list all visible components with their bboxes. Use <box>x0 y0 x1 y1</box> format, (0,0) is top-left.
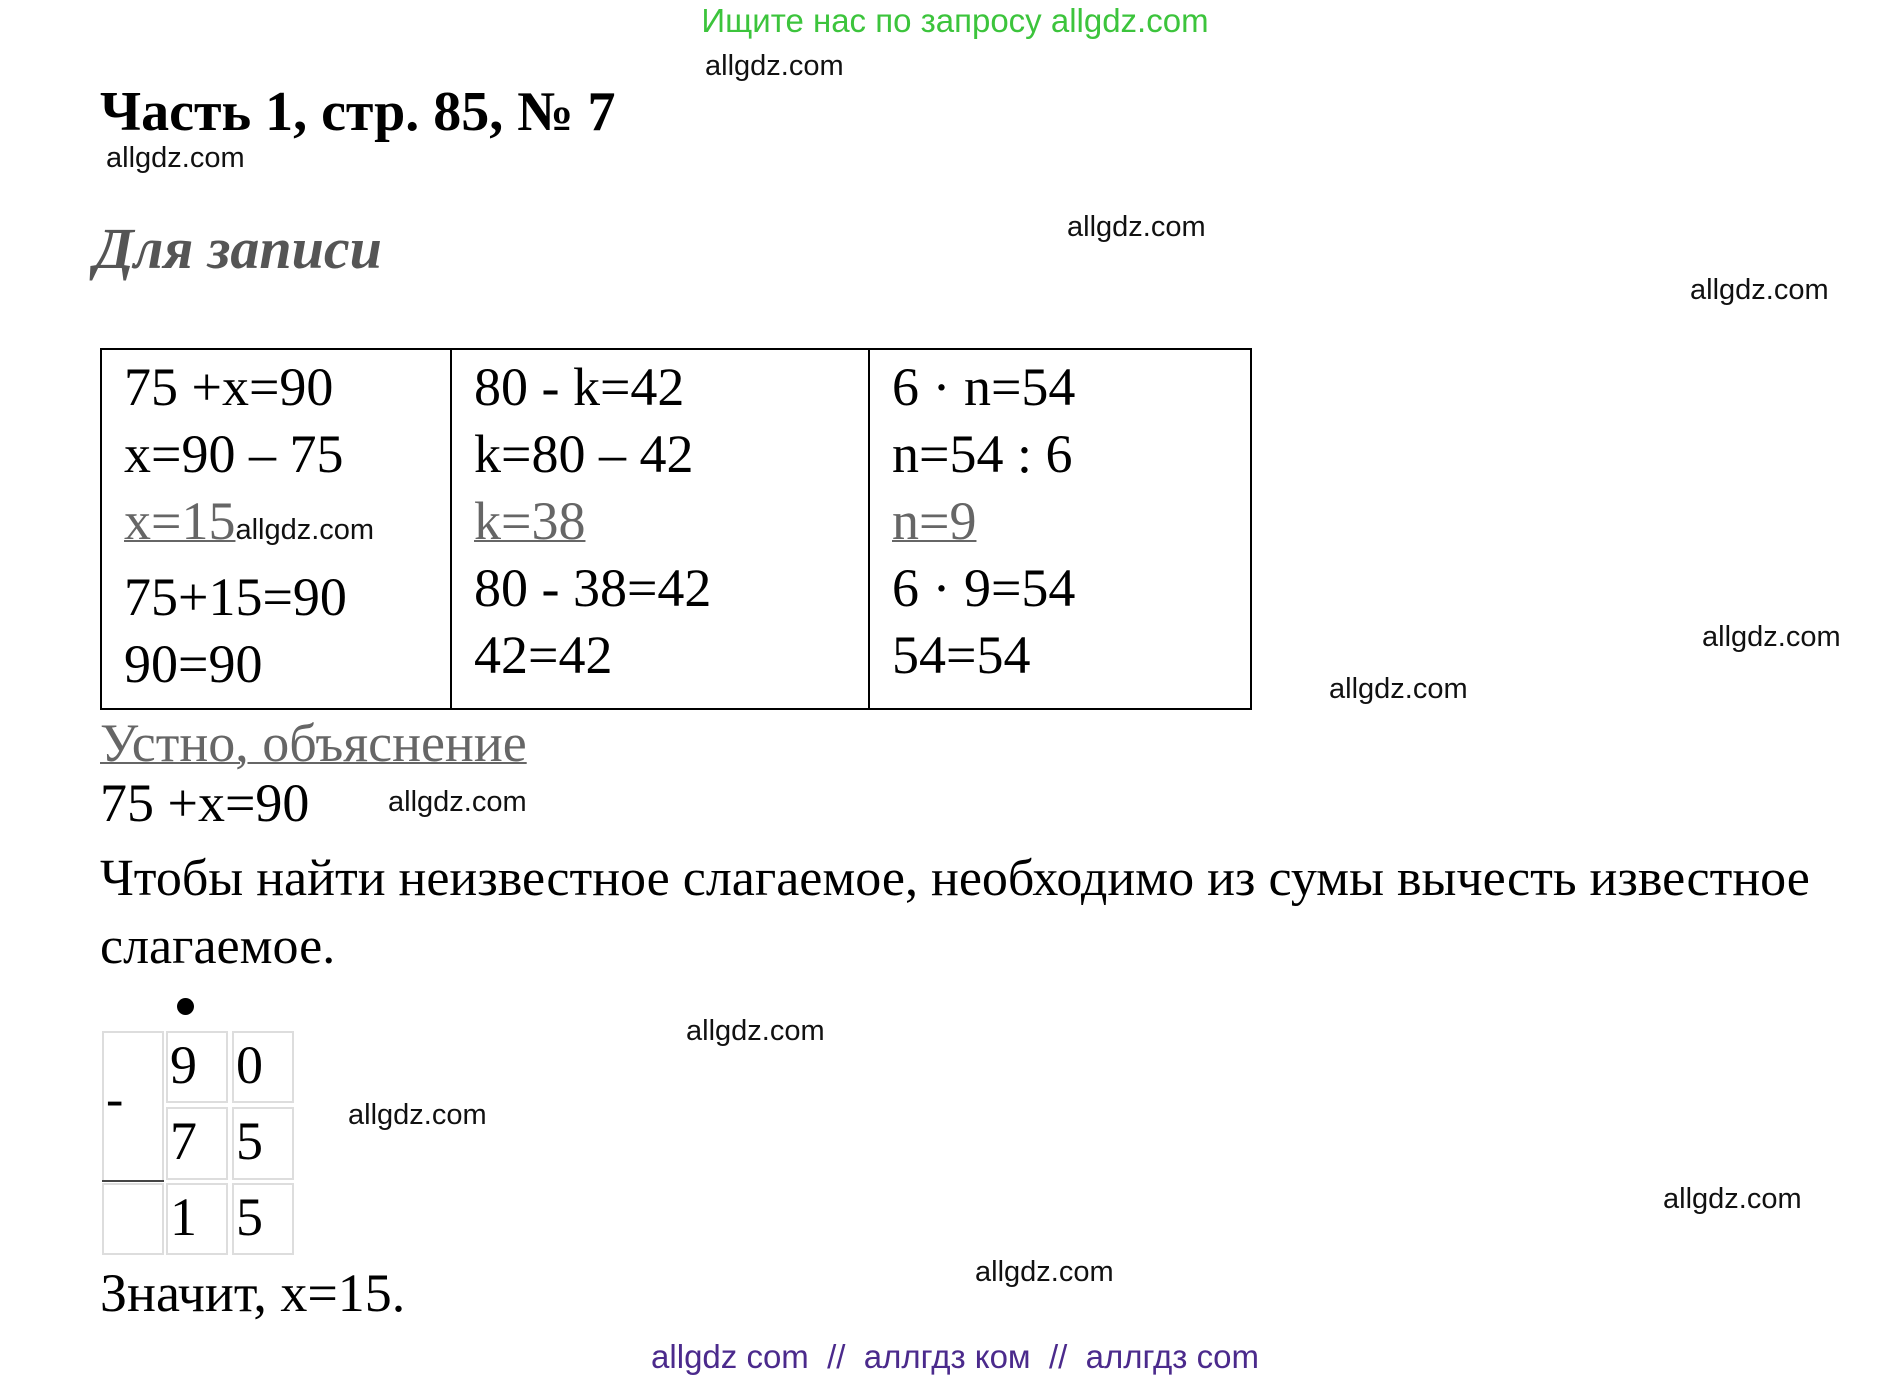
minus-sign: - <box>106 1071 124 1128</box>
watermark: allgdz.com <box>1329 673 1468 705</box>
digit-cell: 1 <box>166 1183 228 1255</box>
digit-cell: 5 <box>232 1107 294 1180</box>
equation-cell <box>869 349 1251 709</box>
watermark: allgdz.com <box>1690 274 1829 306</box>
oral-heading: Устно, объяснение <box>100 713 527 773</box>
watermark: allgdz.com <box>705 50 844 82</box>
footer-links: allgdz com // аллгдз ком // аллгдз com <box>651 1338 1259 1375</box>
digit-cell: 7 <box>166 1107 228 1180</box>
equation-line: k=80 – 42 <box>474 424 694 484</box>
watermark: allgdz.com <box>1702 621 1841 653</box>
equation-line: 6 · n=54 <box>892 357 1076 417</box>
empty-cell <box>102 1183 164 1255</box>
result-line <box>102 1180 164 1182</box>
watermark: allgdz.com <box>686 1015 825 1047</box>
equation-line: 54=54 <box>892 625 1031 685</box>
conclusion: Значит, x=15. <box>100 1263 406 1323</box>
equation-line: 42=42 <box>474 625 613 685</box>
equation-line: 75+15=90 <box>124 567 347 627</box>
equation-line: 80 - 38=42 <box>474 558 712 618</box>
equation-line: 80 - k=42 <box>474 357 685 417</box>
equation-cell <box>451 349 869 709</box>
page-title: Часть 1, стр. 85, № 7 <box>100 81 616 143</box>
watermark: allgdz.com <box>348 1099 487 1131</box>
explanation: Чтобы найти неизвестное слагаемое, необходимо из сумы вычесть известное слагаемое. <box>100 850 1810 975</box>
watermark: allgdz.com <box>106 142 245 174</box>
section-heading: Для записи <box>94 216 382 281</box>
equation-line: 6 · 9=54 <box>892 558 1076 618</box>
answer-line: n=9 <box>892 491 977 551</box>
digit-cell: 5 <box>232 1183 294 1255</box>
promo-banner: Ищите нас по запросу allgdz.com <box>701 2 1209 39</box>
answer-line: k=38 <box>474 491 586 551</box>
digit-cell: 0 <box>232 1031 294 1103</box>
answer-line: x=15 <box>124 491 236 551</box>
watermark: allgdz.com <box>388 786 527 818</box>
equation-line: x=90 – 75 <box>124 424 344 484</box>
equation: 75 +x=90 <box>100 773 310 833</box>
watermark: allgdz.com <box>235 514 375 546</box>
equation-line: n=54 : 6 <box>892 424 1073 484</box>
watermark: allgdz.com <box>975 1256 1114 1288</box>
equation-cell <box>101 349 451 709</box>
digit-cell: 9 <box>166 1031 228 1103</box>
carry-dot <box>177 998 194 1015</box>
equation-line: 75 +x=90 <box>124 357 334 417</box>
watermark: allgdz.com <box>1067 211 1206 243</box>
equations-table <box>100 348 1252 710</box>
equation-line: 90=90 <box>124 634 263 694</box>
watermark: allgdz.com <box>1663 1183 1802 1215</box>
